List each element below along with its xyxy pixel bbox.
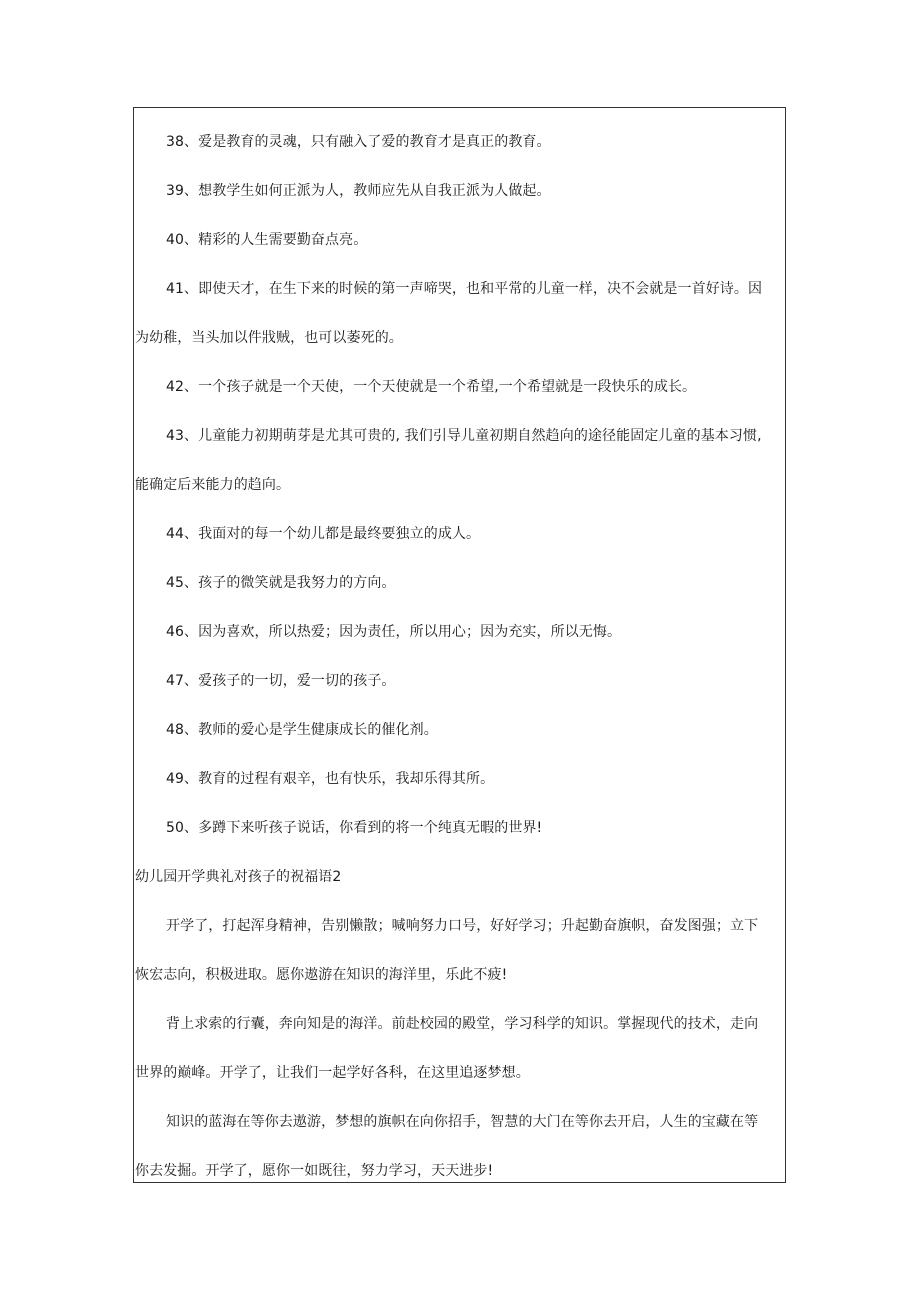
- text-line-38: 38、爱是教育的灵魂，只有融入了爱的教育才是真正的教育。: [166, 134, 551, 150]
- paragraph-2-line-1: 背上求索的行囊，奔向知是的海洋。前赴校园的殿堂，学习科学的知识。掌握现代的技术，走向: [166, 1016, 759, 1032]
- paragraph-1-line-1: 开学了，打起浑身精神，告别懒散；喊响努力口号，好好学习；升起勤奋旗帜，奋发图强；立下: [166, 918, 759, 934]
- text-line-42: 42、一个孩子就是一个天使，一个天使就是一个希望,一个希望就是一段快乐的成长。: [166, 379, 697, 395]
- text-line-43b: 能确定后来能力的趋向。: [135, 477, 291, 493]
- section-heading: 幼儿园开学典礼对孩子的祝福语2: [135, 869, 342, 885]
- paragraph-3-line-2: 你去发掘。开学了，愿你一如既往，努力学习，天天进步!: [135, 1163, 494, 1179]
- text-line-45: 45、孩子的微笑就是我努力的方向。: [166, 575, 396, 591]
- paragraph-3-line-1: 知识的蓝海在等你去遨游，梦想的旗帜在向你招手，智慧的大门在等你去开启，人生的宝藏在等: [166, 1114, 759, 1130]
- text-line-39: 39、想教学生如何正派为人，教师应先从自我正派为人做起。: [166, 183, 551, 199]
- paragraph-2-line-2: 世界的巅峰。开学了，让我们一起学好各科，在这里追逐梦想。: [135, 1065, 530, 1081]
- text-line-40: 40、精彩的人生需要勤奋点亮。: [166, 232, 368, 248]
- text-line-46: 46、因为喜欢，所以热爱；因为责任，所以用心；因为充实，所以无悔。: [166, 624, 622, 640]
- text-line-49: 49、教育的过程有艰辛，也有快乐，我却乐得其所。: [166, 771, 495, 787]
- text-line-48: 48、教师的爱心是学生健康成长的催化剂。: [166, 722, 438, 738]
- text-line-50: 50、多蹲下来听孩子说话，你看到的将一个纯真无暇的世界!: [166, 820, 543, 836]
- text-line-41b: 为幼稚，当头加以件戕贼，也可以萎死的。: [135, 330, 403, 346]
- text-line-47: 47、爱孩子的一切，爱一切的孩子。: [166, 673, 396, 689]
- text-line-43a: 43、儿童能力初期萌芽是尤其可贵的, 我们引导儿童初期自然趋向的途径能固定儿童的基本习惯,: [166, 428, 762, 444]
- paragraph-1-line-2: 恢宏志向，积极进取。愿你遨游在知识的海洋里，乐此不疲!: [135, 967, 508, 983]
- text-line-41a: 41、即使天才，在生下来的时候的第一声啼哭，也和平常的儿童一样，决不会就是一首好诗。因: [166, 281, 763, 297]
- text-line-44: 44、我面对的每一个幼儿都是最终要独立的成人。: [166, 526, 481, 542]
